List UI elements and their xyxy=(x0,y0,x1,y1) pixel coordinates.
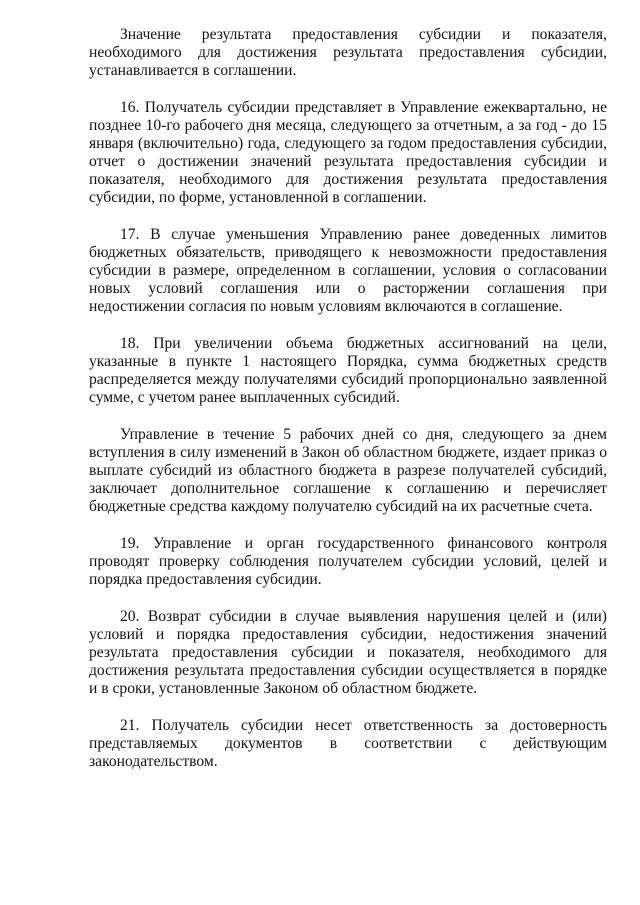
paragraph-21-responsibility: 21. Получатель субсидии несет ответственность за достоверность представляемых документов в соответствии с действующим законодательством. xyxy=(89,717,607,770)
paragraph-19-control: 19. Управление и орган государственного финансового контроля проводят проверку соблюдения получателем субсидии условий, целей и порядка предоставления субсидии. xyxy=(89,535,607,588)
paragraph-17-limits: 17. В случае уменьшения Управлению ранее доведенных лимитов бюджетных обязательств, приводящего к невозможности предоставления субсидии в размере, определенном в соглашении, условия о согласовании новых условий соглашения или о расторжении соглашения при недостижении согласия по новым условиям включаются в соглашение. xyxy=(89,226,607,315)
paragraph-result-value: Значение результата предоставления субсидии и показателя, необходимого для достижения результата предоставления субсидии, устанавливается в соглашении. xyxy=(89,26,607,79)
paragraph-18-order: Управление в течение 5 рабочих дней со дня, следующего за днем вступления в силу изменений в Закон об областном бюджете, издает приказ о выплате субсидий из областного бюджета в разрезе получателей субсидий, заключает дополнительное соглашение к соглашению и перечисляет бюджетные средства каждому получателю субсидий на их расчетные счета. xyxy=(89,426,607,515)
document-page xyxy=(89,26,607,790)
paragraph-20-return: 20. Возврат субсидии в случае выявления нарушения целей и (или) условий и порядка предоставления субсидии, недостижения значений результата предоставления субсидии и показателя, необходимого для достижения результата предоставления субсидии осуществляется в порядке и в сроки, установленные Законом об областном бюджете. xyxy=(89,608,607,697)
paragraph-18-increase: 18. При увеличении объема бюджетных ассигнований на цели, указанные в пункте 1 настоящего Порядка, сумма бюджетных средств распределяется между получателями субсидий пропорционально заявленной сумме, с учетом ранее выплаченных субсидий. xyxy=(89,335,607,406)
paragraph-16-report: 16. Получатель субсидии представляет в Управление ежеквартально, не позднее 10-го рабочего дня месяца, следующего за отчетным, а за год - до 15 января (включительно) года, следующего за годом предоставления субсидии, отчет о достижении значений результата предоставления субсидии и показателя, необходимого для достижения результата предоставления субсидии, по форме, установленной в соглашении. xyxy=(89,99,607,206)
